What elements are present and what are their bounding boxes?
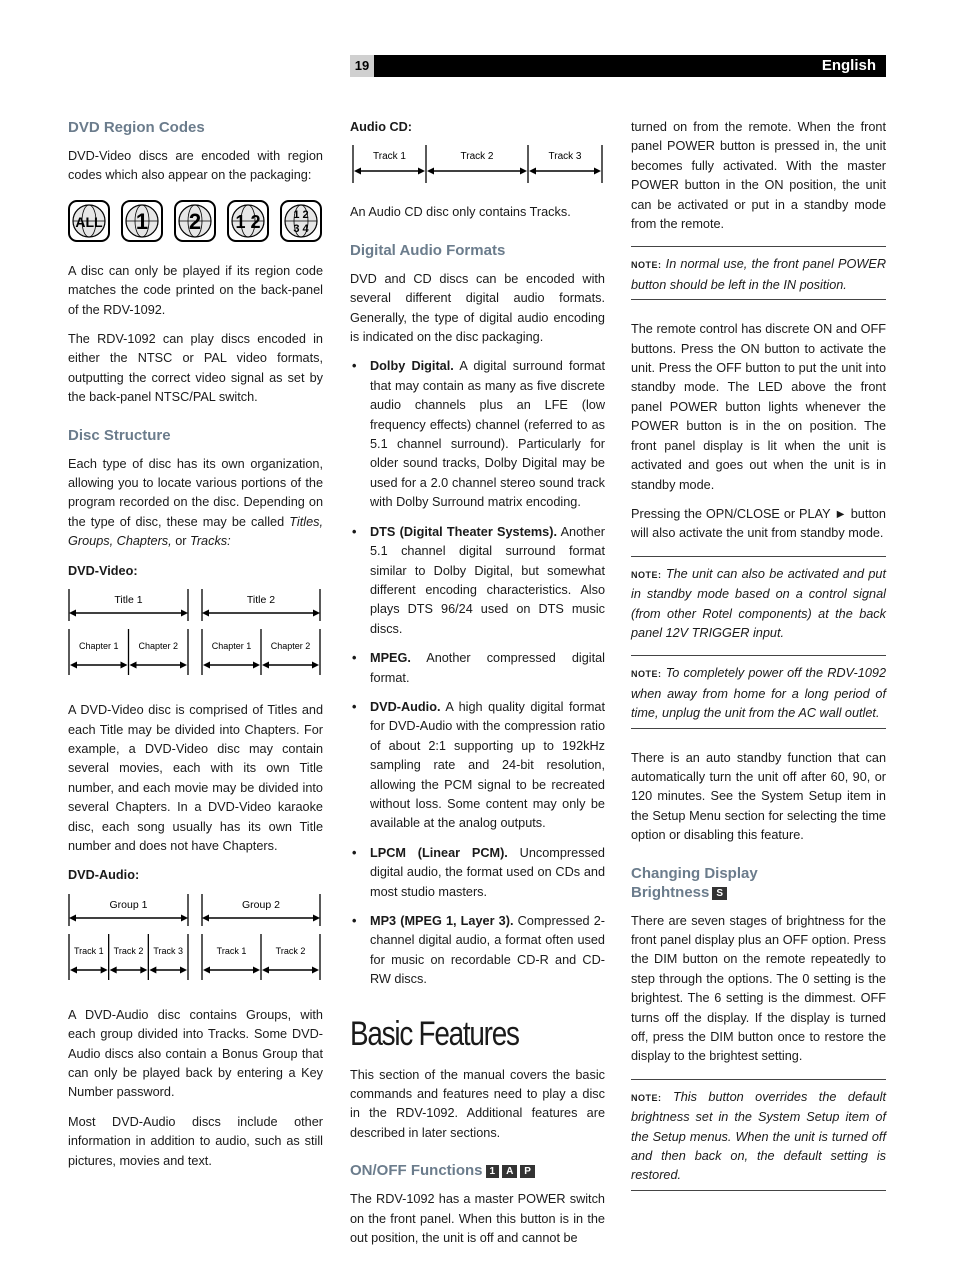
track-label: Track 1	[373, 151, 406, 163]
segment-arrow-head-left	[130, 662, 137, 669]
track-label: Track 2	[460, 151, 494, 163]
segment-label: Chapter 2	[138, 641, 179, 652]
region-icon-label: 1	[135, 208, 149, 234]
segment-arrow-head-left	[203, 662, 210, 669]
language-label: English	[821, 57, 876, 74]
group-arrow-head-left	[202, 610, 209, 617]
digital-audio-formats-heading: Digital Audio Formats	[350, 241, 506, 259]
column-2	[350, 118, 605, 1258]
list-item: • LPCM (Linear PCM). Uncompressed digital audio, the format used on CDs and most studio masters.	[350, 844, 605, 902]
dvd-video-paragraph: A DVD-Video disc is comprised of Titles and each Title may be divided into Chapters. For example, a DVD-Video disc may contain several movies, each with its own Title number, and each movie may be divided into several Chapters. In a DVD-Video karaoke disc, each song usually has its own Title number and does not have Chapters.	[68, 703, 323, 853]
dvd-audio-diagram	[68, 892, 323, 992]
dvd-audio-label: DVD-Audio:	[68, 868, 140, 883]
region-paragraph-2: A disc can only be played if its region code matches the code printed on the back-panel of the RDV-1092.	[68, 263, 323, 317]
region-paragraph-1: DVD-Video discs are encoded with region codes which also appear on the packaging:	[68, 149, 323, 183]
segment-arrow-head-right	[121, 662, 128, 669]
brightness-paragraph: There are seven stages of brightness for the front panel display plus an OFF option. Press the DIM button on the remote repeatedly to step through the options. The 0 setting is the brightest. The 6 setting is the dimmest. OFF turns off the display. If the display is turned off, press the DIM button once to restore the display to the brightest setting.	[631, 913, 886, 1064]
group-label: Group 2	[242, 898, 280, 911]
list-item: • DVD-Audio. A high quality digital format for DVD-Audio with the compression ratio of about 2:1 supporting up to 192kHz sampling rate and 24-bit resolution, allowing the PCM signal to be recreated without loss. Some content may only be available at the analog outputs.	[350, 698, 605, 834]
mode-badge: 1	[486, 1165, 500, 1178]
segment-arrow-head-left	[203, 966, 210, 973]
dvd-audio-paragraph: A DVD-Audio disc contains Groups, with each group divided into Tracks. Some DVD-Audio discs also contain a Bonus Group that can only be played back by entering a Key Number password.	[68, 1007, 323, 1100]
group-arrow-head-right	[313, 914, 320, 921]
remote-paragraph: The remote control has discrete ON and OFF buttons. Press the ON button to activate the unit. Press the OFF button to put the unit into standby mode. The LED above the front panel POWER button lights whenever the POWER button is in the on position. The front panel display is lit when the unit is activated and goes out when the unit is in standby mode.	[631, 322, 886, 492]
segment-arrow-head-right	[312, 662, 319, 669]
mode-badge: P	[520, 1165, 535, 1178]
on-off-functions-heading: ON/OFF Functions 1 A P	[350, 1161, 605, 1180]
segment-label: Chapter 1	[211, 641, 252, 652]
region-icon-label: 1 2 3 4	[293, 208, 309, 235]
dvd-video-label: DVD-Video:	[68, 563, 138, 578]
segment-arrow-head-left	[149, 966, 156, 973]
group-arrow-head-right	[313, 610, 320, 617]
segment-arrow-head-right	[180, 662, 187, 669]
segment-label: Track 2	[275, 945, 306, 956]
list-item: • Dolby Digital. A digital surround format that may contain as many as five discrete audio channels plus an LFE (low frequency effects) channel (referred to as 5.1 channel surround). Particularly for older sound tracks, Dolby Digital may be used for a 2.0 channel stereo sound track with Dolby Surround matrix encoding.	[350, 357, 605, 512]
segment-arrow-head-left	[70, 662, 77, 669]
segment-arrow-head-right	[180, 966, 187, 973]
basic-features-title: Basic Features	[350, 1014, 519, 1053]
segment-label: Track 1	[73, 945, 104, 956]
segment-label: Chapter 2	[270, 641, 311, 652]
list-item: • MP3 (MPEG 1, Layer 3). Compressed 2-channel digital audio, a format often used for music on recordable CD-R and CD-RW discs.	[350, 912, 605, 990]
list-item: • DTS (Digital Theater Systems). Another 5.1 channel digital surround format similar to Dolby Digital, but somewhat different encoding characteristics. Also plays DTS 96/24 used on DTS music discs.	[350, 523, 605, 639]
group-arrow-head-left	[69, 914, 76, 921]
segment-arrow-head-left	[70, 966, 77, 973]
group-arrow-head-left	[69, 610, 76, 617]
segment-label: Track 2	[113, 945, 144, 956]
segment-label: Chapter 1	[78, 641, 119, 652]
track-arrow-head-left	[427, 168, 434, 175]
track-arrow-head-right	[594, 168, 601, 175]
track-arrow-head-left	[354, 168, 361, 175]
region-1-icon	[121, 200, 163, 242]
basic-features-paragraph: This section of the manual covers the basic commands and features need to play a disc in the RDV-1092. Additional features are described in later sections.	[350, 1067, 605, 1140]
note-4: NOTE: This button overrides the default brightness set in the System Setup item of the Setup menus. When the unit is turned off and then back on, the default setting is restored.	[631, 1079, 886, 1191]
auto-standby-paragraph: There is an auto standby function that can automatically turn the unit off after 60, 90, or 120 minutes. See the System Setup item in the Setup Menu section for selecting the time option or disabling this feature.	[631, 750, 886, 843]
audio-cd-diagram	[350, 143, 605, 189]
power-paragraph: turned on from the remote. When the front panel POWER button is pressed in, the unit becomes fully activated. With the master POWER button in the ON position, the unit can be activated or put in a standby mode from the remote.	[631, 120, 886, 232]
region-code-icons	[68, 200, 323, 242]
segment-label: Track 3	[153, 945, 184, 956]
note-3: NOTE: To completely power off the RDV-1092 when away from home for a long period of time, unplug the unit from the AC wall outlet.	[631, 655, 886, 728]
segment-arrow-head-right	[312, 966, 319, 973]
group-label: Group 1	[109, 898, 148, 911]
audio-format-list	[350, 357, 605, 989]
region-icon-label: 2	[188, 208, 202, 234]
segment-arrow-head-left	[262, 966, 269, 973]
mode-badge: S	[712, 887, 727, 900]
region-all-icon	[68, 200, 110, 242]
region-icon-label: 1 2	[235, 211, 261, 232]
group-arrow-head-left	[202, 914, 209, 921]
list-item: • MPEG. Another compressed digital format.	[350, 649, 605, 688]
region-1-2-icon	[227, 200, 269, 242]
track-arrow-head-right	[418, 168, 425, 175]
column-3	[631, 118, 886, 1211]
group-label: Title 2	[246, 594, 276, 607]
note-1: NOTE: In normal use, the front panel POWER button should be left in the IN position.	[631, 246, 886, 300]
region-codes-heading: DVD Region Codes	[68, 119, 205, 136]
region-2-icon	[174, 200, 216, 242]
track-arrow-head-left	[529, 168, 536, 175]
group-arrow-head-right	[181, 914, 188, 921]
disc-structure-heading: Disc Structure	[68, 426, 171, 444]
segment-arrow-head-left	[110, 966, 117, 973]
track-arrow-head-right	[520, 168, 527, 175]
track-label: Track 3	[548, 151, 582, 163]
page-header	[350, 55, 886, 77]
page-number: 19	[350, 55, 374, 77]
region-icon-label: ALL	[75, 213, 103, 230]
changing-display-brightness-heading: Changing Display Brightness S	[631, 864, 758, 901]
dvd-audio-paragraph-2: Most DVD-Audio discs include other information in addition to audio, such as still pictures, movies and text.	[68, 1114, 323, 1168]
segment-arrow-head-left	[262, 662, 269, 669]
region-1-2-3-4-icon	[280, 200, 322, 242]
group-arrow-head-right	[181, 610, 188, 617]
on-off-paragraph: The RDV-1092 has a master POWER switch on the front panel. When this button is in the out position, the unit is off and cannot be	[350, 1192, 605, 1246]
segment-arrow-head-right	[101, 966, 108, 973]
audio-cd-paragraph: An Audio CD disc only contains Tracks.	[350, 205, 571, 220]
segment-label: Track 1	[216, 945, 247, 956]
dvd-video-diagram	[68, 587, 323, 687]
region-paragraph-3: The RDV-1092 can play discs encoded in either the NTSC or PAL video formats, outputting the correct video signal as set by the back-panel NTSC/PAL switch.	[68, 332, 323, 405]
segment-arrow-head-right	[140, 966, 147, 973]
digital-audio-formats-paragraph: DVD and CD discs can be encoded with several different digital audio formats. Generally, the type of digital audio encoding is indicated on the disc packaging.	[350, 271, 605, 345]
column-1	[68, 118, 323, 1181]
disc-structure-paragraph: Each type of disc has its own organization, allowing you to locate various portions of the program recorded on the disc. Depending on the type of disc, these may be called Titles, Groups, Chapters, or Tracks:	[68, 456, 323, 549]
segment-arrow-head-right	[253, 662, 260, 669]
mode-badge: A	[502, 1165, 517, 1178]
group-label: Title 1	[114, 594, 143, 607]
opn-close-paragraph: Pressing the OPN/CLOSE or PLAY ► button will also activate the unit from standby mode.	[631, 506, 886, 541]
note-2: NOTE: The unit can also be activated and put in standby mode based on a control signal (from other Rotel components) at the back panel 12V TRIGGER input.	[631, 556, 886, 644]
audio-cd-label: Audio CD:	[350, 120, 413, 134]
segment-arrow-head-right	[253, 966, 260, 973]
